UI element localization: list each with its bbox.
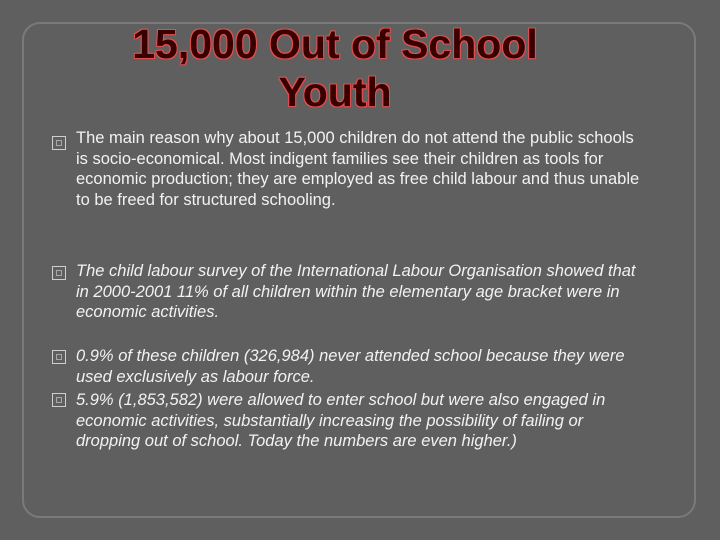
square-bullet-icon	[52, 136, 66, 150]
bullet-item: 5.9% (1,853,582) were allowed to enter school but were also engaged in economic activities, substantially increasing the possibility of failing or dropping out of school. Today the numbers are even higher.)	[76, 391, 606, 450]
square-bullet-icon	[52, 393, 66, 407]
square-bullet-icon	[52, 350, 66, 364]
title-line-1: 15,000 Out of School	[132, 21, 538, 67]
bullet-item: 0.9% of these children (326,984) never attended school because they were used exclusively as labour force.	[76, 347, 625, 386]
square-bullet-icon	[52, 266, 66, 280]
title-line-2: Youth	[278, 69, 392, 115]
bullet-item: The main reason why about 15,000 children do not attend the public schools is socio-economical. Most indigent families see their children as tools for economic production; they are employed as free child labour and thus unable to be freed for structured schooling.	[76, 129, 640, 209]
bullet-item: The child labour survey of the International Labour Organisation showed that in 2000-2001 11% of all children within the elementary age bracket were in economic activities.	[76, 262, 636, 321]
